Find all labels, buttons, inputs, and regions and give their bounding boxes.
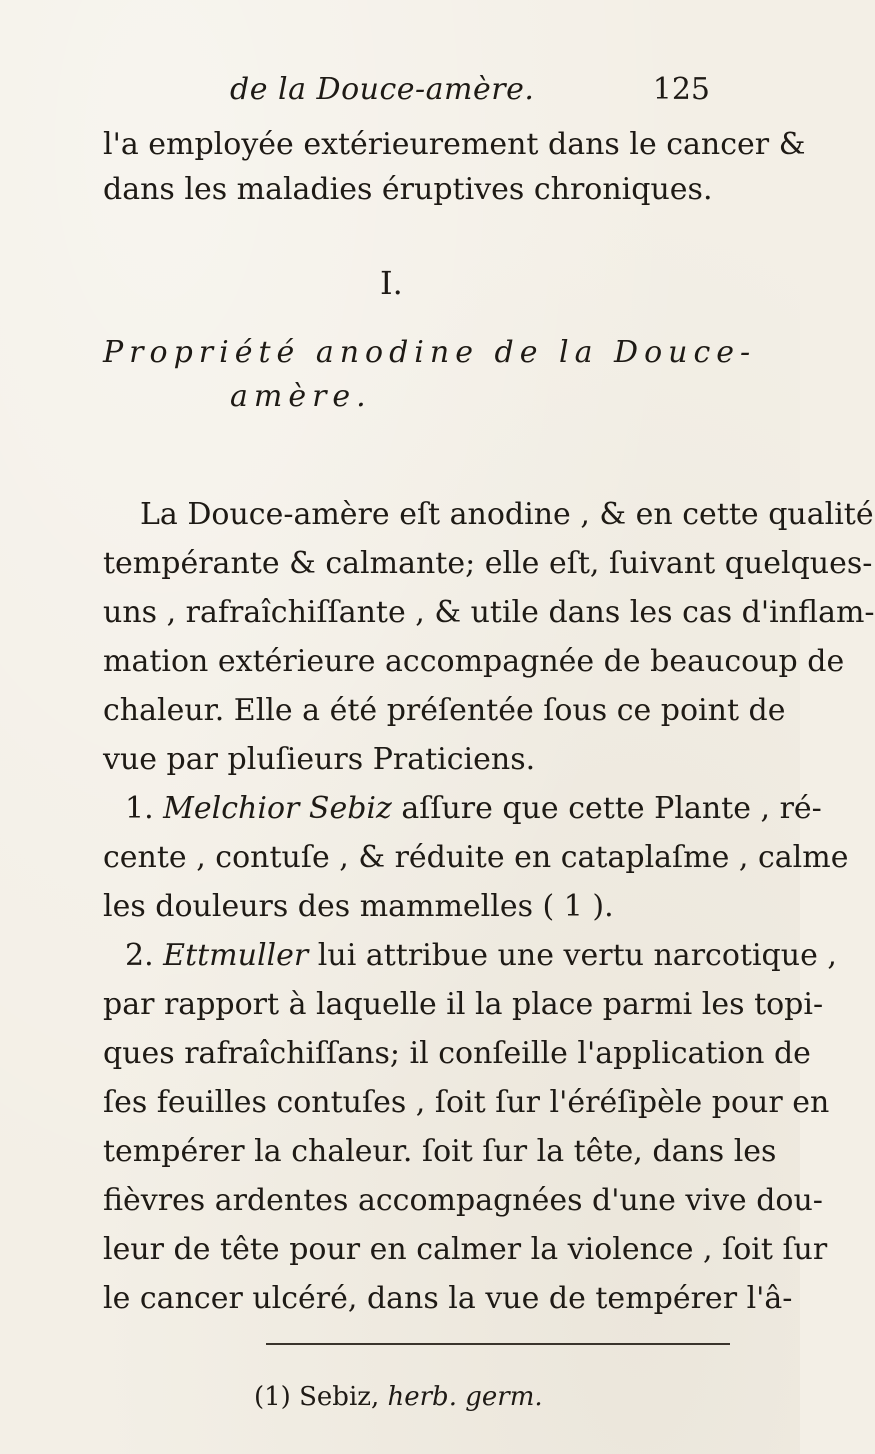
item-2-line-2: par rapport à laquelle il la place parmi les topi- <box>103 987 824 1022</box>
item-2-author: Ettmuller <box>163 938 309 973</box>
intro-line-2: dans les maladies éruptives chroniques. <box>103 172 713 207</box>
item-2-line-4: ſes feuilles contuſes , ſoit ſur l'éréſipèle pour en <box>103 1085 830 1120</box>
body-line-3: uns , rafraîchiſſante , & utile dans les cas d'inflam- <box>103 595 875 630</box>
body-line-4: mation extérieure accompagnée de beaucoup de <box>103 644 845 679</box>
body-line-1: La Douce-amère eſt anodine , & en cette qualité <box>140 497 874 532</box>
item-2-line-3: ques rafraîchiſſans; il conſeille l'application de <box>103 1036 811 1071</box>
running-title: de la Douce-amère. <box>230 72 535 107</box>
section-number: I. <box>380 264 403 302</box>
item-2-line-8: le cancer ulcéré, dans la vue de tempérer l'â- <box>103 1281 793 1316</box>
body-line-5: chaleur. Elle a été préſentée ſous ce point de <box>103 693 786 728</box>
item-1-line-3: les douleurs des mammelles ( 1 ). <box>103 889 614 924</box>
item-1-number: 1. <box>125 791 154 826</box>
body-line-6: vue par pluſieurs Praticiens. <box>103 742 536 777</box>
item-2-line-5: tempérer la chaleur. ſoit ſur la tête, dans les <box>103 1134 777 1169</box>
item-2-line-7: leur de tête pour en calmer la violence , ſoit ſur <box>103 1232 828 1267</box>
section-title-line-2: amère. <box>230 379 372 414</box>
footnote <box>254 1382 543 1412</box>
item-2-number: 2. <box>125 938 154 973</box>
item-1-line-2: cente , contuſe , & réduite en cataplaſme , calme <box>103 840 849 875</box>
item-1-author: Melchior Sebiz <box>163 791 392 826</box>
item-2-first-line <box>125 938 837 974</box>
item-2-line-6: fièvres ardentes accompagnées d'une vive dou- <box>103 1183 823 1218</box>
section-title-line-1: Propriété anodine de la Douce- <box>103 335 757 370</box>
item-1-first-line <box>125 791 822 827</box>
item-2-text: lui attribue une vertu narcotique , <box>317 938 837 973</box>
footnote-text: Sebiz, <box>299 1382 380 1412</box>
footnote-marker: (1) <box>254 1382 291 1412</box>
footnote-reference: herb. germ. <box>387 1382 543 1412</box>
item-1-text: aſſure que cette Plante , ré- <box>401 791 822 826</box>
page-header <box>230 72 710 112</box>
page-number: 125 <box>652 72 710 107</box>
intro-line-1: l'a employée extérieurement dans le cancer & <box>103 127 806 162</box>
body-line-2: tempérante & calmante; elle eſt, ſuivant quelques- <box>103 546 873 581</box>
footnote-divider <box>266 1343 730 1345</box>
